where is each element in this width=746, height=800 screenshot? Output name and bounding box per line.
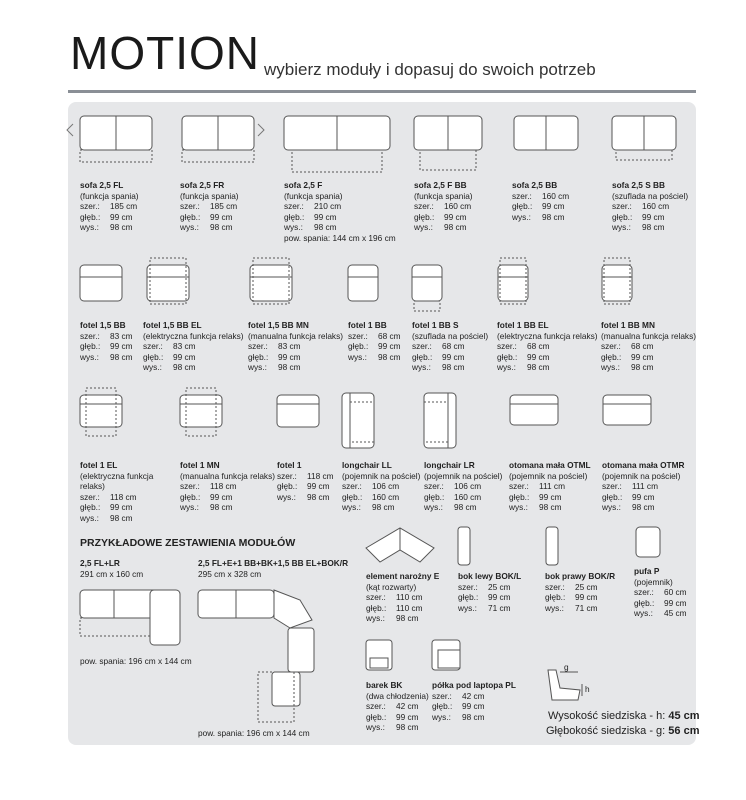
- seat-height-row: [548, 710, 700, 722]
- product-bok-r: bok prawy BOK/R szer.: 25 cm głęb.: 99 cm wys.: 71 cm: [545, 571, 616, 613]
- product-longchair-ll: longchair LL (pojemnik na pościel) szer.: 106 cm głęb.: 160 cm wys.: 98 cm: [342, 460, 421, 513]
- seat-depth-label: Głębokość siedziska - g:: [546, 725, 666, 737]
- element-narozny-illustration: [366, 528, 434, 562]
- product-sofa-bb: sofa 2,5 BB szer.: 160 cm głęb.: 99 cm wys.: 98 cm: [512, 180, 570, 222]
- combo-1-dims: 291 cm x 160 cm: [80, 569, 144, 579]
- bok-l-illustration: [458, 527, 470, 565]
- fotel-1-illustration: [277, 395, 319, 427]
- sofa-s-bb-illustration: [612, 116, 676, 160]
- barek-illustration: [366, 640, 392, 670]
- product-fotel-1-bb: fotel 1 BB szer.: 68 cm głęb.: 99 cm wys.: 98 cm: [348, 320, 401, 362]
- product-fotel-15-bb-el: fotel 1,5 BB EL (elektryczna funkcja relaks) szer.: 83 cm głęb.: 99 cm wys.: 98 cm: [143, 320, 244, 373]
- combo-1-sleep-area: pow. spania: 196 cm x 144 cm: [80, 656, 192, 666]
- seat-depth-row: [546, 725, 699, 737]
- product-pufa: pufa P (pojemnik) szer.: 60 cm głęb.: 99 cm wys.: 45 cm: [634, 566, 687, 619]
- product-otomana-otmr: otomana mała OTMR (pojemnik na pościel) szer.: 111 cm głęb.: 99 cm wys.: 98 cm: [602, 460, 685, 513]
- product-fotel-15-bb-mn: fotel 1,5 BB MN (manualna funkcja relaks) szer.: 83 cm głęb.: 99 cm wys.: 98 cm: [248, 320, 343, 373]
- product-sofa-f: sofa 2,5 F (funkcja spania) szer.: 210 cm głęb.: 99 cm wys.: 98 cm pow. spania: 144 cm x 196 cm: [284, 180, 396, 243]
- product-element-narozny: element narożny E (kąt rozwarty) szer.: 110 cm głęb.: 110 cm wys.: 98 cm: [366, 571, 440, 624]
- sofa-f-bb-illustration: [414, 116, 482, 170]
- bok-r-illustration: [546, 527, 558, 565]
- arrow-right-icon: [258, 124, 264, 136]
- product-fotel-1-mn: fotel 1 MN (manualna funkcja relaks) szer.: 118 cm głęb.: 99 cm wys.: 98 cm: [180, 460, 275, 513]
- page-title: MOTION: [70, 27, 260, 79]
- fotel-1-bb-illustration: [348, 265, 378, 301]
- fotel-1-bb-s-illustration: [412, 265, 442, 311]
- sofa-fr-illustration: [182, 116, 254, 162]
- otomana-otmr-illustration: [603, 395, 651, 425]
- product-sofa-f-bb: sofa 2,5 F BB (funkcja spania) szer.: 160 cm głęb.: 99 cm wys.: 98 cm: [414, 180, 473, 233]
- product-longchair-lr: longchair LR (pojemnik na pościel) szer.: 106 cm głęb.: 160 cm wys.: 98 cm: [424, 460, 503, 513]
- fotel-15-bb-el-illustration: [147, 258, 189, 304]
- longchair-ll-illustration: [342, 393, 374, 448]
- product-sofa-fl: sofa 2,5 FL (funkcja spania) szer.: 185 cm głęb.: 99 cm wys.: 98 cm: [80, 180, 139, 233]
- combos-section-title: PRZYKŁADOWE ZESTAWIENIA MODUŁÓW: [80, 537, 296, 549]
- sofa-fl-illustration: [80, 116, 152, 162]
- fotel-1-bb-el-illustration: [498, 258, 528, 304]
- seat-depth-value: 56 cm: [668, 725, 700, 737]
- fotel-15-bb-mn-illustration: [250, 258, 292, 304]
- legend-h-marker: h: [585, 684, 590, 694]
- product-fotel-15-bb: fotel 1,5 BB szer.: 83 cm głęb.: 99 cm wys.: 98 cm: [80, 320, 133, 362]
- combo-1-illustration: [80, 590, 180, 645]
- combo-2-name: 2,5 FL+E+1 BB+BK+1,5 BB EL+BOK/R: [198, 558, 349, 568]
- combo-1-name: 2,5 FL+LR: [80, 558, 120, 568]
- pufa-illustration: [636, 527, 660, 557]
- page-subtitle: wybierz moduły i dopasuj do swoich potrzeb: [264, 60, 596, 79]
- product-sofa-fr: sofa 2,5 FR (funkcja spania) szer.: 185 cm głęb.: 99 cm wys.: 98 cm: [180, 180, 239, 233]
- product-bok-l: bok lewy BOK/L szer.: 25 cm głęb.: 99 cm wys.: 71 cm: [458, 571, 522, 613]
- product-fotel-1-bb-el: fotel 1 BB EL (elektryczna funkcja relaks) szer.: 68 cm głęb.: 99 cm wys.: 98 cm: [497, 320, 598, 373]
- product-otomana-otml: otomana mała OTML (pojemnik na pościel) szer.: 111 cm głęb.: 99 cm wys.: 98 cm: [509, 460, 591, 513]
- product-fotel-1-el: fotel 1 EL (elektryczna funkcja relaks) szer.: 118 cm głęb.: 99 cm wys.: 98 cm: [80, 460, 154, 523]
- combo-2-sleep-area: pow. spania: 196 cm x 144 cm: [198, 728, 310, 738]
- product-barek: barek BK (dwa chłodzenia) szer.: 42 cm głęb.: 99 cm wys.: 98 cm: [366, 680, 429, 733]
- fotel-1-mn-illustration: [180, 388, 222, 436]
- fotel-1-bb-mn-illustration: [602, 258, 632, 304]
- seat-profile-illustration: [548, 670, 582, 700]
- product-polka: półka pod laptopa PL szer.: 42 cm głęb.: 99 cm wys.: 98 cm: [432, 680, 516, 722]
- fotel-15-bb-illustration: [80, 265, 122, 301]
- combo-2-dims: 295 cm x 328 cm: [198, 569, 262, 579]
- legend-g-marker: g: [564, 662, 569, 672]
- otomana-otml-illustration: [510, 395, 558, 425]
- product-fotel-1: fotel 1 szer.: 118 cm głęb.: 99 cm wys.: 98 cm: [277, 460, 334, 502]
- product-fotel-1-bb-s: fotel 1 BB S (szuflada na pościel) szer.: 68 cm głęb.: 99 cm wys.: 98 cm: [412, 320, 489, 373]
- sofa-f-illustration: [284, 116, 390, 172]
- arrow-left-icon: [67, 124, 73, 136]
- polka-illustration: [432, 640, 460, 670]
- product-fotel-1-bb-mn: fotel 1 BB MN (manualna funkcja relaks) szer.: 68 cm głęb.: 99 cm wys.: 98 cm: [601, 320, 696, 373]
- longchair-lr-illustration: [424, 393, 456, 448]
- combo-2-illustration: [198, 590, 314, 722]
- seat-height-label: Wysokość siedziska - h:: [548, 710, 666, 722]
- fotel-1-el-illustration: [80, 388, 122, 436]
- product-sofa-s-bb: sofa 2,5 S BB (szuflada na pościel) szer.: 160 cm głęb.: 99 cm wys.: 98 cm: [612, 180, 689, 233]
- sofa-bb-illustration: [514, 116, 578, 150]
- seat-height-value: 45 cm: [668, 710, 700, 722]
